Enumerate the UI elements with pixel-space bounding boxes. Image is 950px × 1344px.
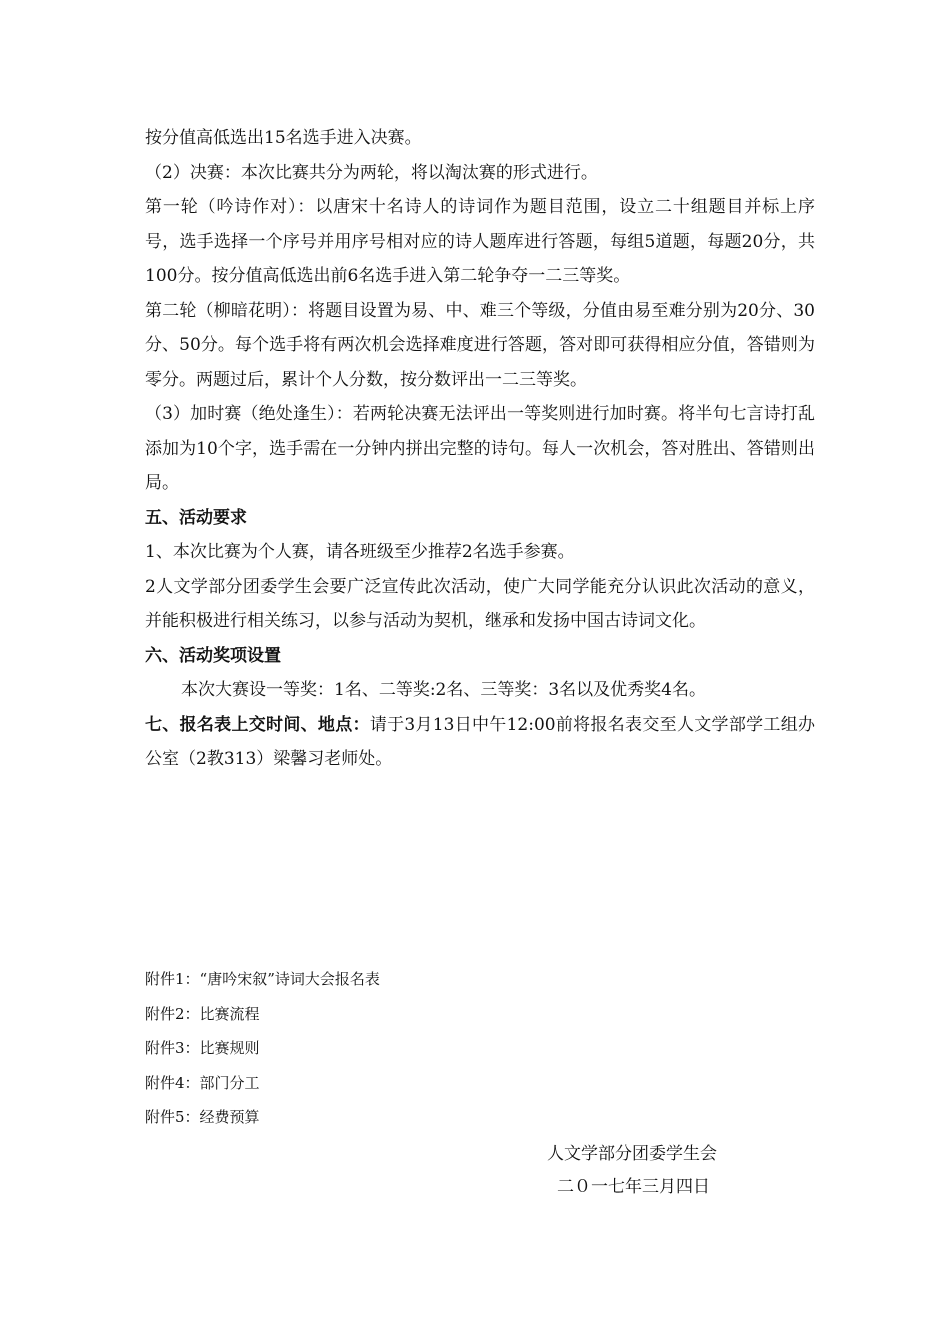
paragraph-overtime: （3）加时赛（绝处逢生）：若两轮决赛无法评出一等奖则进行加时赛。将半句七言诗打乱添加为10个字，选手需在一分钟内拼出完整的诗句。每人一次机会，答对胜出、答错则出局。 [145, 404, 815, 493]
signature-organization: 人文学部分团委学生会 [547, 1144, 717, 1164]
section-heading-awards: 六、活动奖项设置 [145, 645, 281, 666]
attachment-item: 附件1：“唐吟宋叙”诗词大会报名表 [145, 970, 380, 988]
section-heading-requirements: 五、活动要求 [145, 507, 247, 528]
awards-description: 本次大赛设一等奖：1名、二等奖:2名、三等奖：3名以及优秀奖4名。 [181, 680, 706, 700]
requirement-item-1: 1、本次比赛为个人赛，请各班级至少推荐2名选手参赛。 [145, 542, 575, 562]
signature-block [547, 1138, 807, 1204]
submission-details: 请于3月13日中午12:00前将报名表交至人文学部学工组办公室（2教313）梁馨习老师处。 [145, 714, 815, 769]
paragraph-round-one: 第一轮（吟诗作对）：以唐宋十名诗人的诗词作为题目范围，设立二十组题目并标上序号，选手选择一个序号并用序号相对应的诗人题库进行答题，每组5道题，每题20分，共100分。按分值高低选出前6名选手进入第二轮争夺一二三等奖。 [145, 197, 815, 286]
attachment-item: 附件4：部门分工 [145, 1073, 260, 1092]
section-heading-submission: 七、报名表上交时间、地点： [145, 714, 370, 735]
requirement-item-2: 2人文学部分团委学生会要广泛宣传此次活动，使广大同学能充分认识此次活动的意义，并能积极进行相关练习，以参与活动为契机，继承和发扬中国古诗词文化。 [145, 576, 815, 631]
document-body [145, 121, 815, 777]
attachment-item: 附件3：比赛规则 [145, 1039, 260, 1057]
signature-date: 二０一七年三月四日 [557, 1177, 710, 1197]
attachment-item: 附件5：经费预算 [145, 1108, 260, 1126]
paragraph-final-intro: （2）决赛：本次比赛共分为两轮，将以淘汰赛的形式进行。 [145, 162, 598, 183]
submission-paragraph [145, 708, 815, 777]
attachment-list [145, 962, 745, 1135]
paragraph-round-two: 第二轮（柳暗花明）：将题目设置为易、中、难三个等级，分值由易至难分别为20分、30分、50分。每个选手将有两次机会选择难度进行答题，答对即可获得相应分值，答错则为零分。两题过后，累计个人分数，按分数评出一二三等奖。 [145, 300, 815, 390]
attachment-item: 附件2：比赛流程 [145, 1004, 260, 1023]
paragraph-selection-result: 按分值高低选出15名选手进入决赛。 [145, 128, 422, 148]
